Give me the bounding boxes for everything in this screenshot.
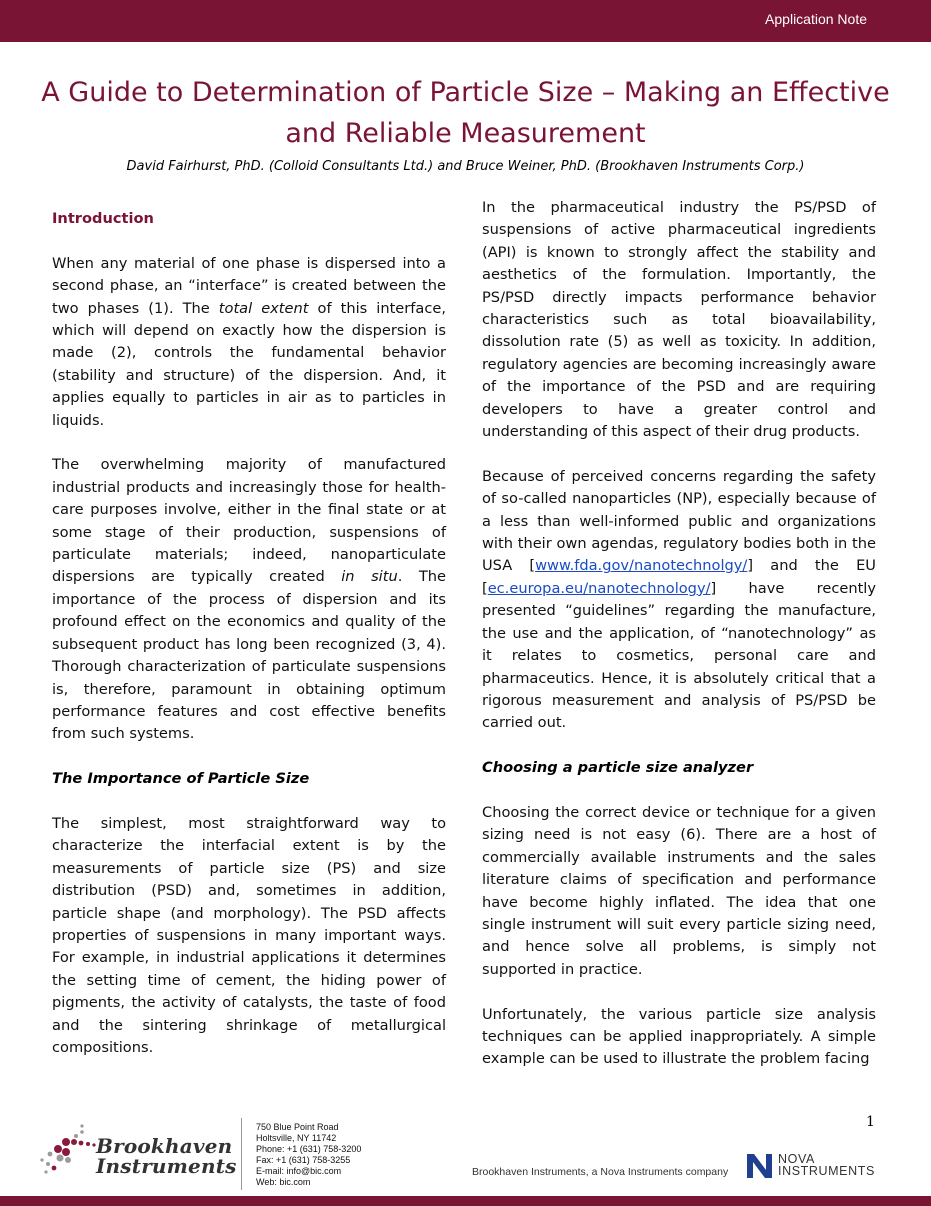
document-type-label: Application Note (765, 11, 867, 27)
nova-n-icon (746, 1152, 774, 1180)
nova-wordmark: NOVA INSTRUMENTS (778, 1152, 875, 1178)
paragraph: In the pharmaceutical industry the PS/PSD of suspensions of active pharmaceutical ingredients (API) is known to strongly affect the stability and aesthetics of the formulation. Importantly, the PS/PSD directly impacts performance behavior characteristics such as total bioavailability, dissolution rate (5) as well as toxicity. In addition, regulatory agencies are becoming increasingly aware of the importance of the PSD and are requiring developers to have a greater control and understanding of this aspect of their drug products. (482, 199, 876, 441)
fda-link[interactable]: www.fda.gov/nanotechnolgy/ (535, 557, 748, 575)
company-tagline: Brookhaven Instruments, a Nova Instruments company (472, 1166, 729, 1178)
introduction-heading: Introduction (52, 210, 154, 227)
footer-divider (241, 1118, 242, 1190)
footer-bar (0, 1196, 931, 1206)
page-number: 1 (866, 1114, 875, 1130)
nova-instruments-logo (746, 1152, 906, 1182)
address-block: 750 Blue Point Road Holtsville, NY 11742 Phone: +1 (631) 758-3200 Fax: +1 (631) 758-3255 E-mail: info@bic.com Web: bic.com (256, 1122, 362, 1187)
brookhaven-logo (36, 1122, 236, 1182)
paragraph: Unfortunately, the various particle size analysis techniques can be applied inappropriately. A simple example can be used to illustrate the problem facing (482, 1005, 876, 1068)
header-bar (0, 0, 931, 42)
authors-line: David Fairhurst, PhD. (Colloid Consultants Ltd.) and Bruce Weiner, PhD. (Brookhaven Instruments Corp.) (126, 159, 805, 174)
paragraph: The simplest, most straightforward way to characterize the interfacial extent is by the measurements of particle size (PS) and size distribution (PSD) and, sometimes in addition, particle shape (and morphology). The PSD affects properties of suspensions in many important ways. For example, in industrial applications it determines the setting time of cement, the hiding power of pigments, the activity of catalysts, the taste of food and the sintering shrinkage of metallurgical compositions. (52, 814, 446, 1056)
brand-name: Brookhaven Instruments (96, 1134, 237, 1178)
section-heading: Choosing a particle size analyzer (482, 759, 754, 777)
paragraph: When any material of one phase is dispersed into a second phase, an “interface” is created between the two phases (1). The total extent of this interface, which will depend on exactly how the dispersion is made (2), controls the fundamental behavior (stability and structure) of the dispersion. And, it applies equally to particles in air as to particles in liquids. (52, 254, 446, 429)
eu-link[interactable]: ec.europa.eu/nanotechnology/ (487, 579, 711, 597)
paragraph: Because of perceived concerns regarding the safety of so-called nanoparticles (NP), especially because of a less than well-informed public and organizations with their own agendas, regulatory bodies both in the USA [www.fda.gov/nanotechnolgy/] and the EU [ec.europa.eu/nanotechnology/] have recently presented “guidelines” regarding the manufacture, the use and the application, of “nanotechnology” as it relates to cosmetics, personal care and pharmaceutics. Hence, it is absolutely critical that a rigorous measurement and analysis of PS/PSD be carried out. (482, 467, 876, 732)
right-column (482, 197, 876, 1093)
section-heading: The Importance of Particle Size (52, 770, 310, 788)
paragraph: The overwhelming majority of manufactured industrial products and increasingly those for health-care purposes involve, either in the final state or at some stage of their production, suspensions of particulate materials; indeed, nanoparticulate dispersions are typically created in situ. The importance of the process of dispersion and its profound effect on the economics and quality of the subsequent product has long been recognized (3, 4). Thorough characterization of particulate suspensions is, therefore, paramount in obtaining optimum performance features and cost effective benefits from such systems. (52, 456, 446, 743)
left-column (52, 197, 446, 1082)
paragraph: Choosing the correct device or technique for a given sizing need is not easy (6). There are a host of commercially available instruments and the sales literature claims of specification and performance have become highly inflated. The idea that one single instrument will suit every particle sizing need, and hence solve all problems, is simply not supported in practice. (482, 803, 876, 978)
page-title: A Guide to Determination of Particle Size – Making an Effective and Reliable Measurement (41, 77, 890, 149)
molecule-dots-icon (36, 1122, 98, 1178)
